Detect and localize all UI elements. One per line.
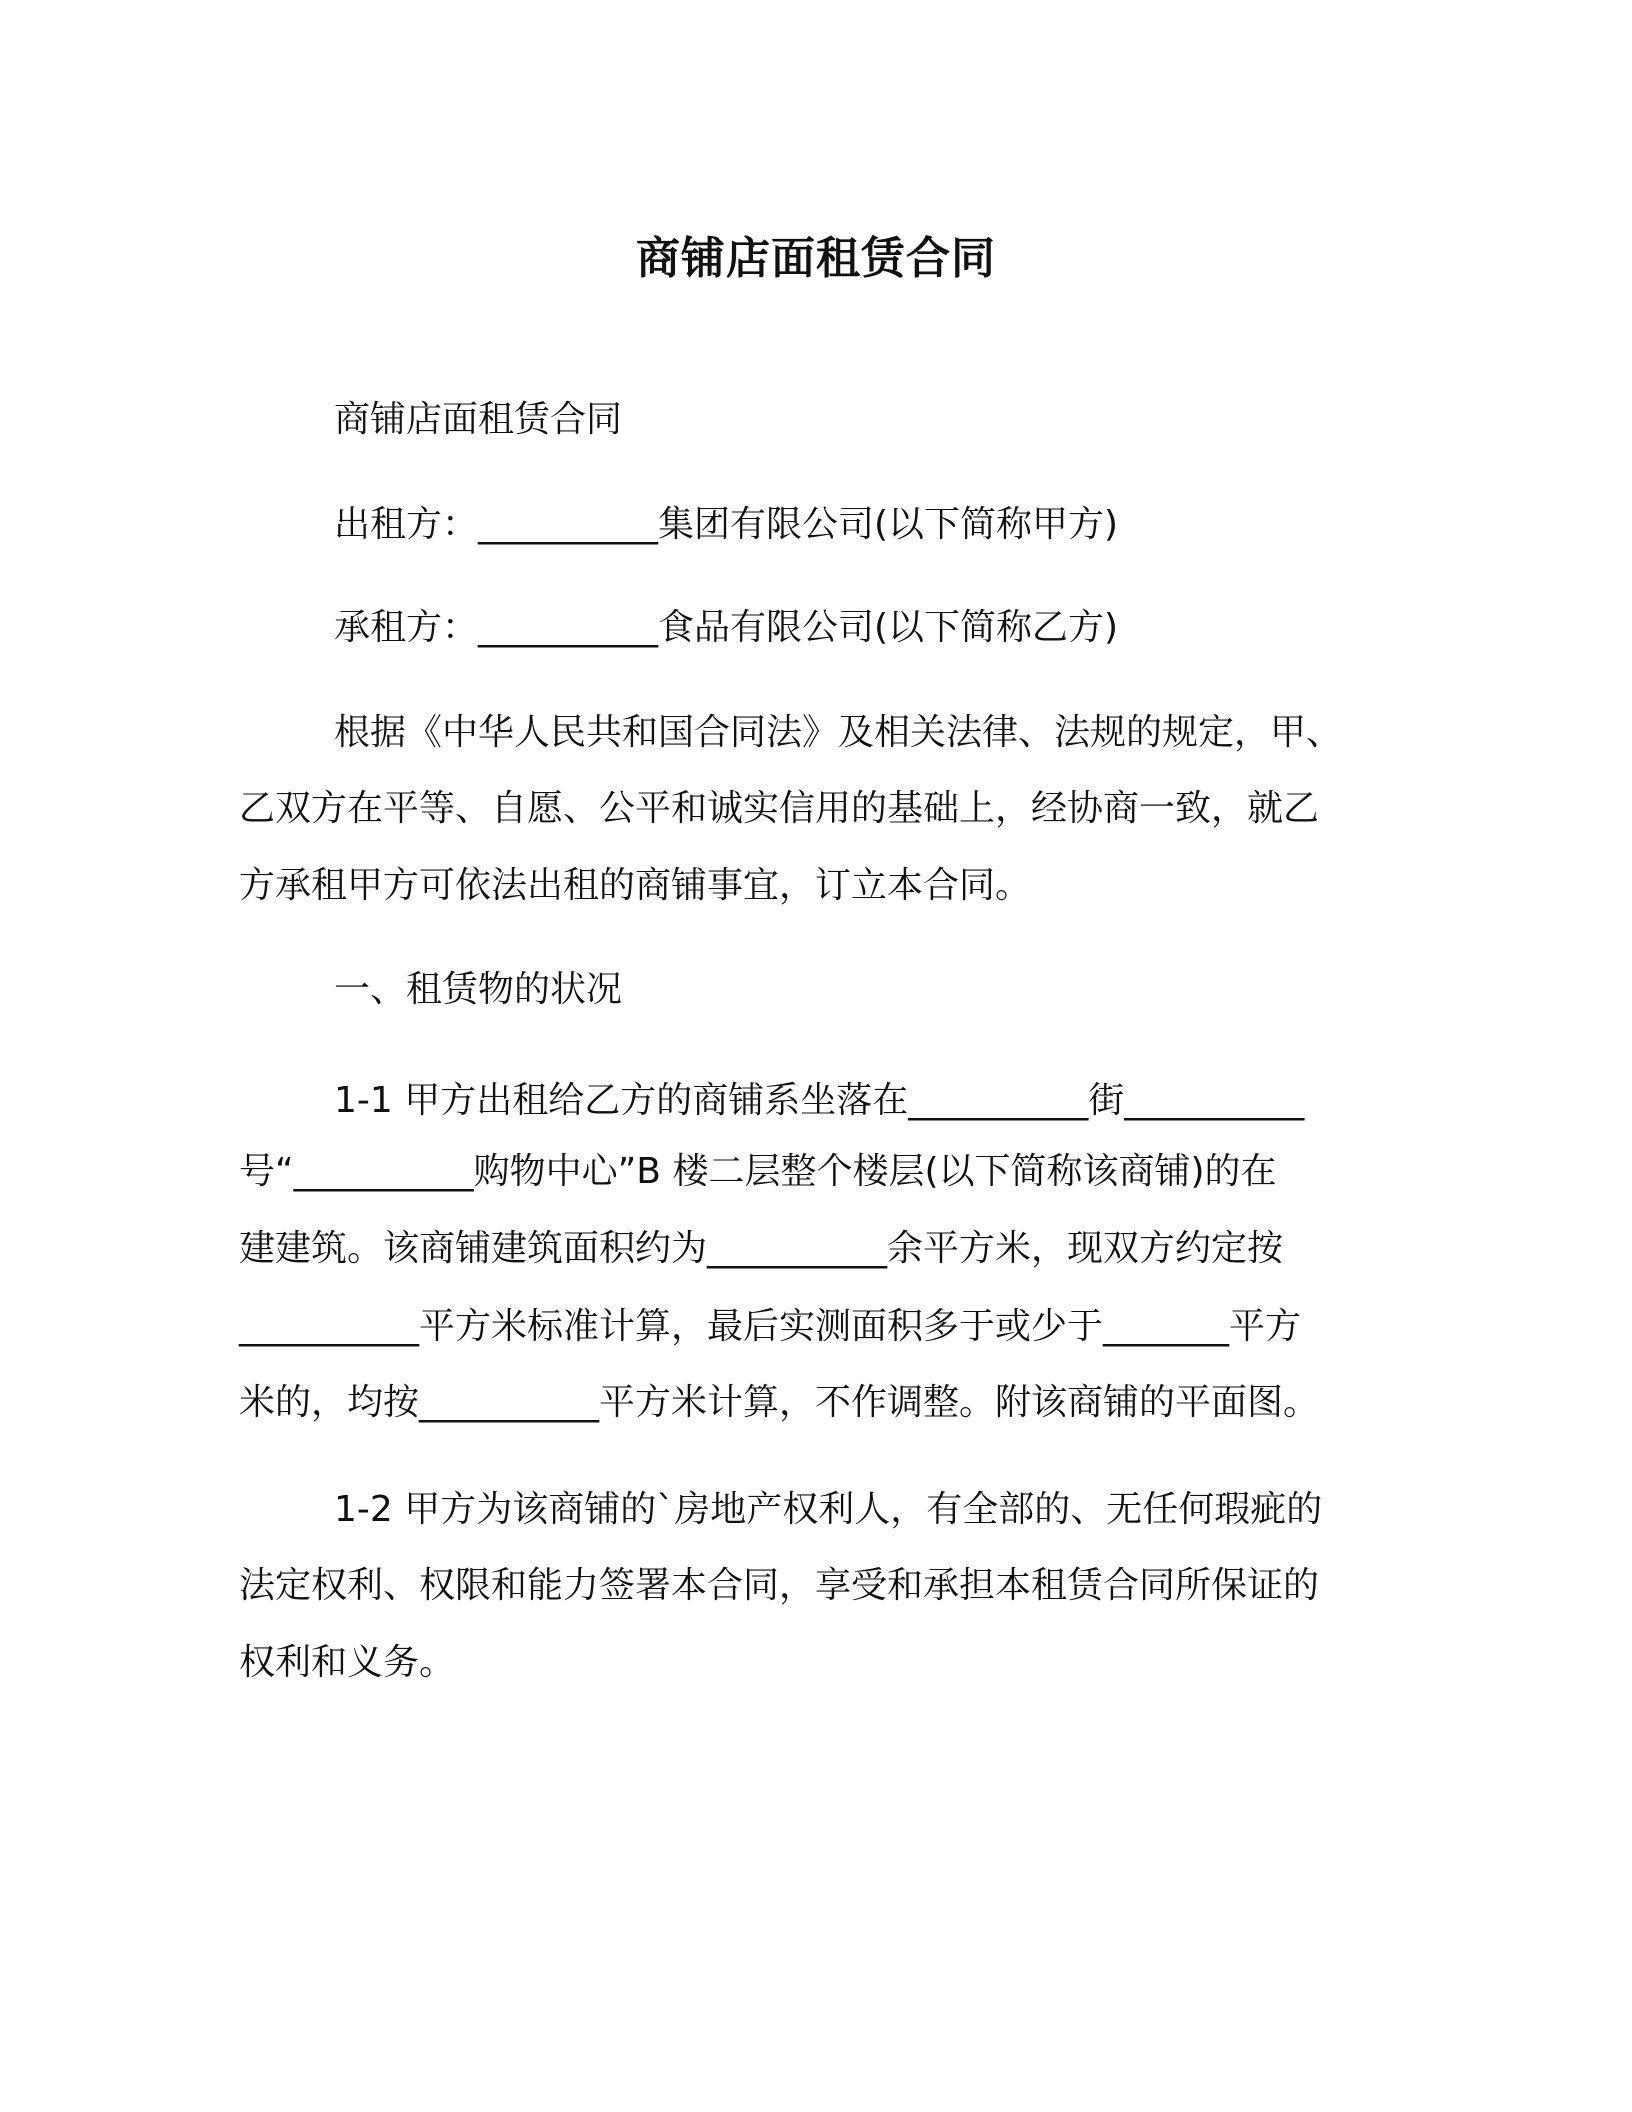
preamble-line-3: 方承租甲方可依法出租的商铺事宜，订立本合同。	[239, 865, 1032, 906]
clause-1-1-line-4: __________平方米标准计算，最后实测面积多于或少于_______平方	[239, 1306, 1302, 1347]
lessee-line: 承租方：__________食品有限公司(以下简称乙方)	[334, 607, 1119, 648]
preamble-line-1: 根据《中华人民共和国合同法》及相关法律、法规的规定，甲、	[334, 712, 1343, 753]
preamble-line-2: 乙双方在平等、自愿、公平和诚实信用的基础上，经协商一致，就乙	[239, 788, 1320, 829]
document-title: 商铺店面租赁合同	[636, 233, 996, 284]
clause-1-1-line-3: 建建筑。该商铺建筑面积约为__________余平方米，现双方约定按	[239, 1228, 1284, 1269]
clause-1-1-line-1: 1-1 甲方出租给乙方的商铺系坐落在__________街__________	[334, 1080, 1305, 1121]
clause-1-2-line-1: 1-2 甲方为该商铺的`房地产权利人，有全部的、无任何瑕疵的	[334, 1489, 1323, 1530]
clause-1-1-line-5: 米的，均按__________平方米计算，不作调整。附该商铺的平面图。	[239, 1382, 1320, 1423]
clause-1-1-line-2: 号“__________购物中心”B 楼二层整个楼层(以下简称该商铺)的在	[239, 1151, 1277, 1192]
section-heading: 一、租赁物的状况	[334, 969, 623, 1010]
lessor-line: 出租方：__________集团有限公司(以下简称甲方)	[334, 504, 1119, 545]
clause-1-2-line-3: 权利和义务。	[239, 1642, 456, 1683]
clause-1-2-line-2: 法定权利、权限和能力签署本合同，享受和承担本租赁合同所保证的	[239, 1565, 1320, 1606]
subtitle: 商铺店面租赁合同	[334, 399, 623, 440]
